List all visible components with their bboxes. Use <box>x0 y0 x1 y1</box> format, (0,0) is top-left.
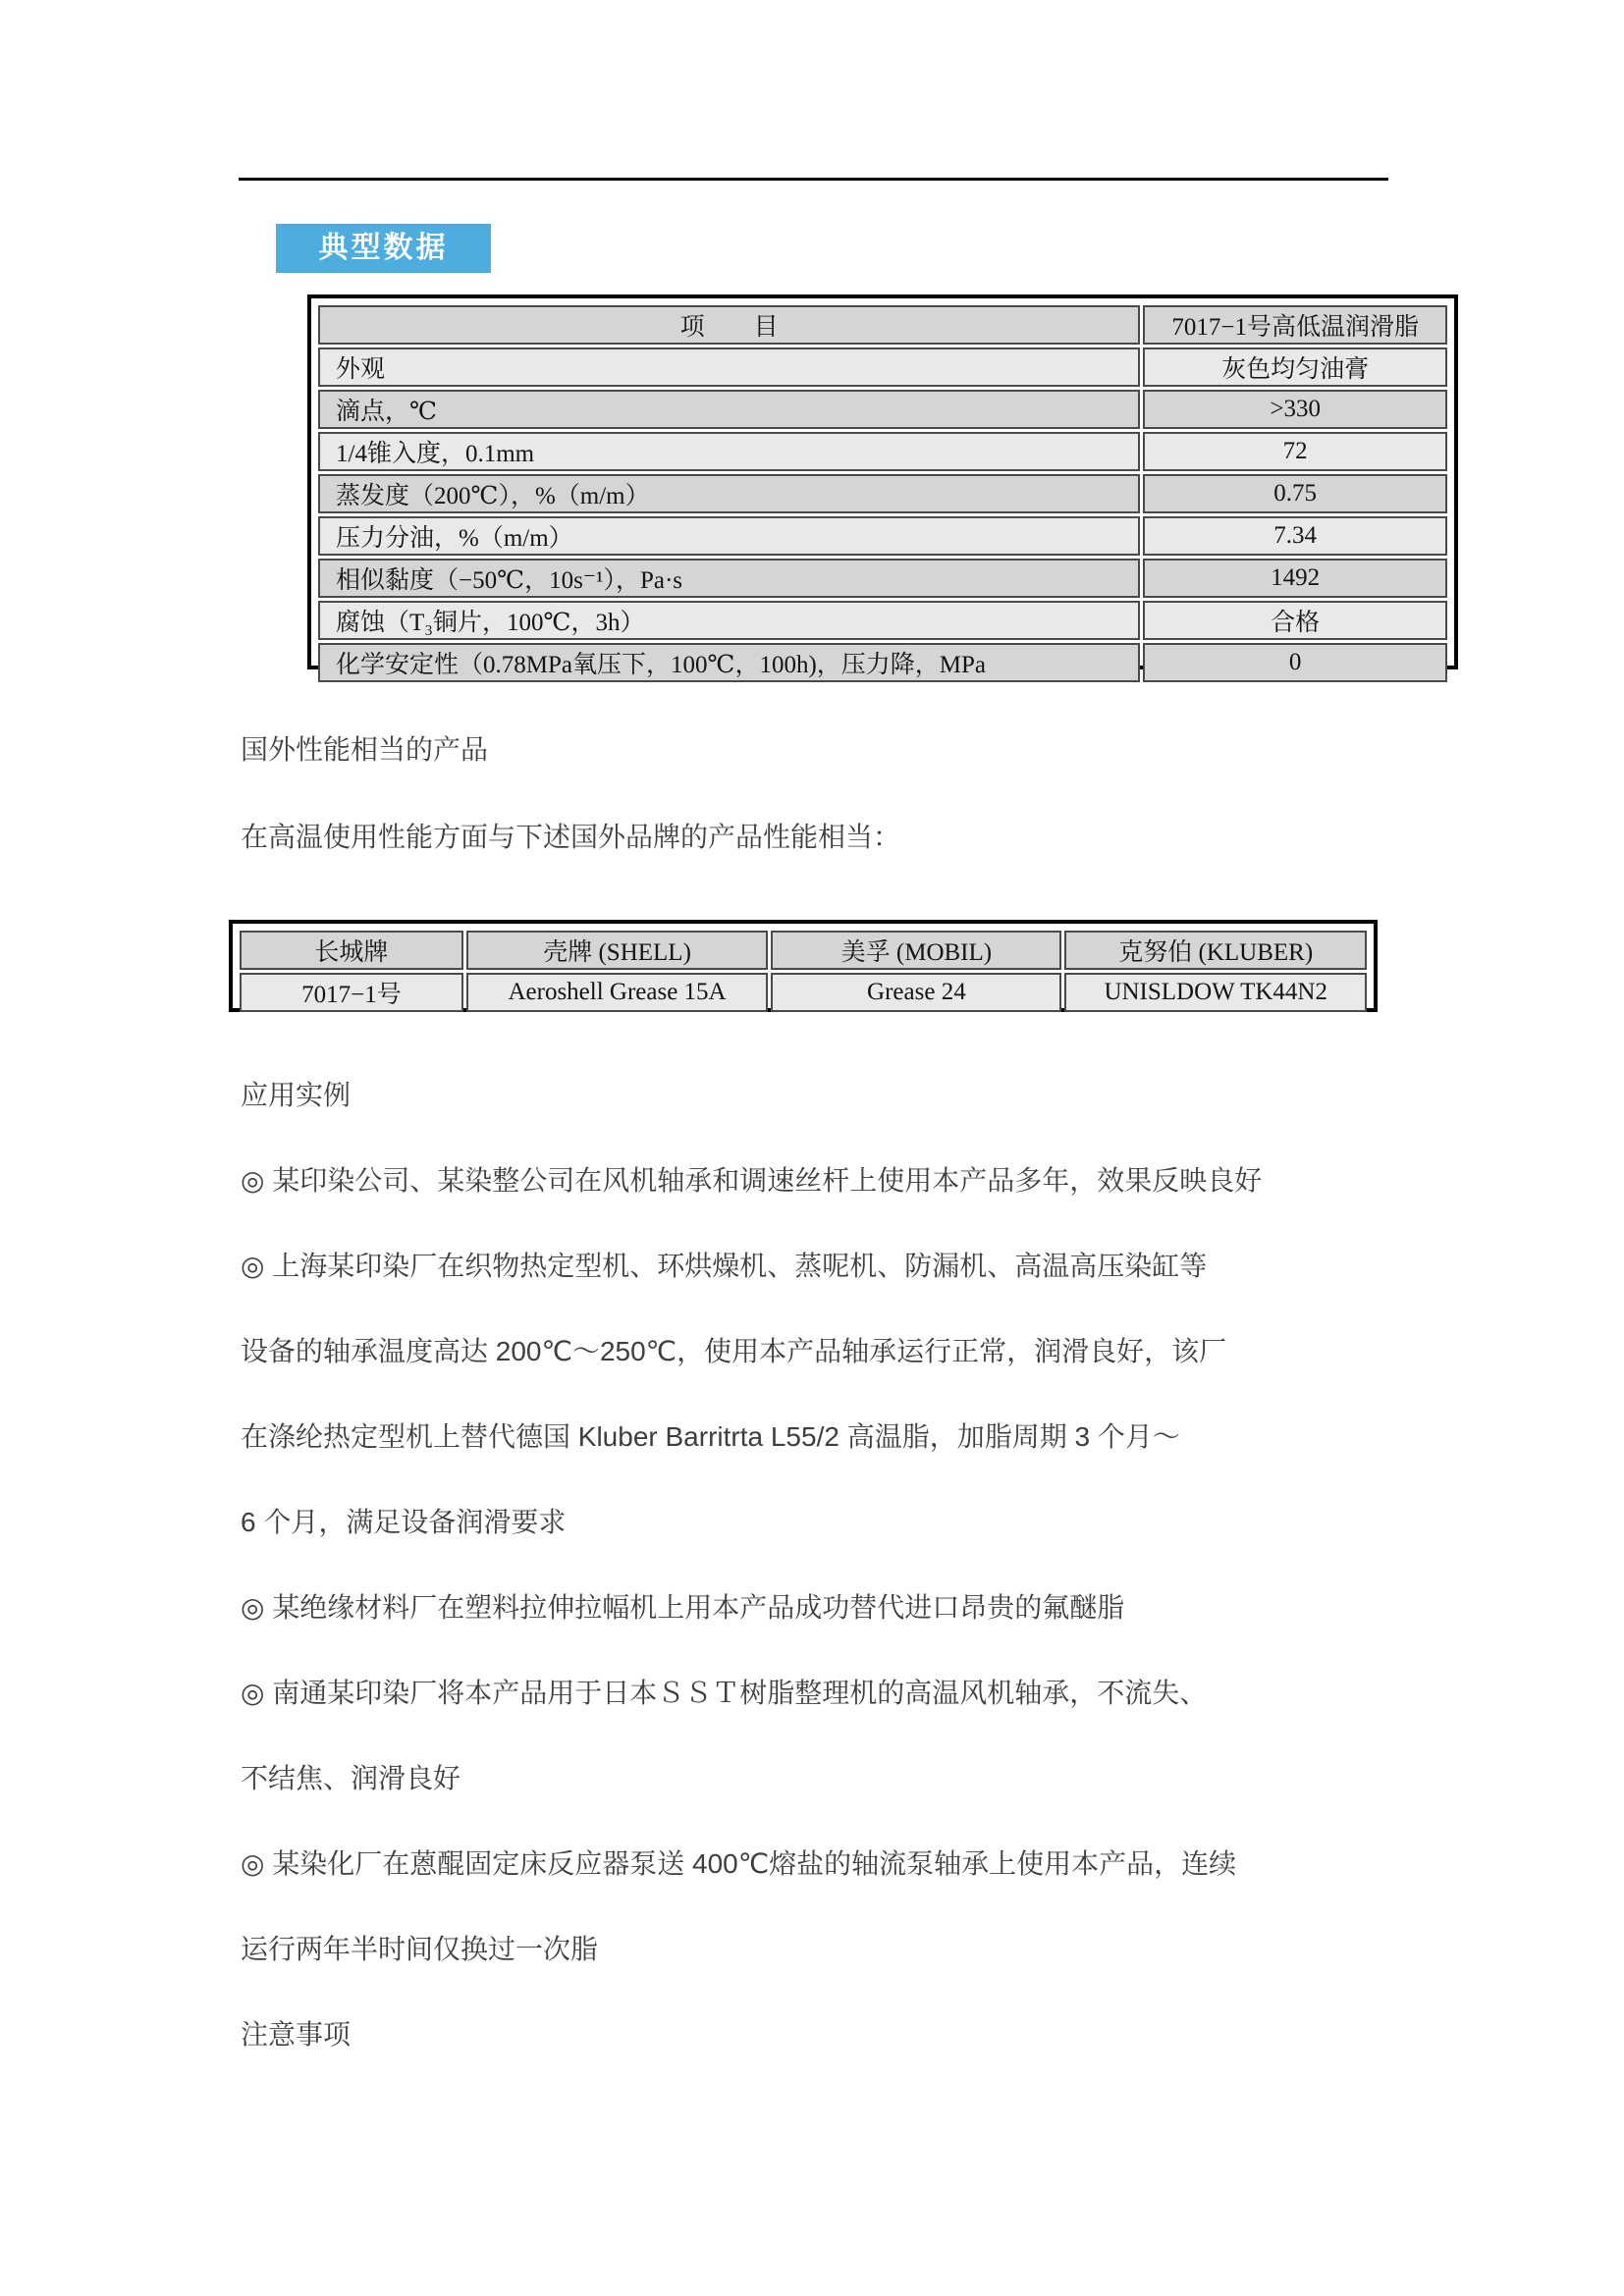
table-row <box>318 390 1447 429</box>
heading-foreign-equivalents: 国外性能相当的产品 <box>241 734 489 765</box>
spec-item-value: 灰色均匀油膏 <box>1143 347 1447 387</box>
spec-item-label: 1/4锥入度，0.1mm <box>318 432 1140 471</box>
table-row <box>318 601 1447 640</box>
brand-cell-greatwall: 7017−1号 <box>240 973 463 1012</box>
brand-header-kluber: 克努伯 (KLUBER) <box>1064 931 1367 970</box>
spec-table-frame <box>307 294 1458 678</box>
spec-item-label: 化学安定性（0.78MPa氧压下，100℃，100h)，压力降，MPa <box>318 643 1140 682</box>
paragraph-line: ◎ 上海某印染厂在织物热定型机、环烘燥机、蒸呢机、防漏机、高温高压染缸等 <box>241 1251 1208 1281</box>
section-badge-typical-data: 典型数据 <box>276 224 491 273</box>
brand-table-frame <box>229 920 1378 1012</box>
brand-header-shell: 壳牌 (SHELL) <box>466 931 769 970</box>
table-row <box>318 347 1447 387</box>
spec-item-label: 蒸发度（200℃），%（m/m） <box>318 474 1140 513</box>
spec-item-value: 0.75 <box>1143 474 1447 513</box>
table-row <box>318 643 1447 682</box>
spec-item-label: 腐蚀（T₃铜片，100℃，3h） <box>318 601 1140 640</box>
table-row <box>318 559 1447 598</box>
paragraph-line: 不结焦、润滑良好 <box>241 1763 461 1793</box>
table-row <box>318 516 1447 556</box>
spec-item-label: 相似黏度（−50℃，10s⁻¹），Pa·s <box>318 559 1140 598</box>
spec-item-value: >330 <box>1143 390 1447 429</box>
table-row <box>318 432 1447 471</box>
spec-item-value: 0 <box>1143 643 1447 682</box>
heading-application-examples: 应用实例 <box>241 1080 352 1110</box>
brand-cell-mobil: Grease 24 <box>771 973 1061 1012</box>
paragraph-line: ◎ 某绝缘材料厂在塑料拉伸拉幅机上用本产品成功替代进口昂贵的氟醚脂 <box>241 1592 1125 1623</box>
brand-comparison-table <box>237 928 1370 1015</box>
spec-header-item: 项 目 <box>318 305 1140 345</box>
paragraph-line: ◎ 某印染公司、某染整公司在风机轴承和调速丝杆上使用本产品多年，效果反映良好 <box>241 1165 1263 1196</box>
spec-item-value: 7.34 <box>1143 516 1447 556</box>
spec-table <box>315 302 1450 685</box>
spec-item-label: 外观 <box>318 347 1140 387</box>
spec-table-header-row <box>318 305 1447 345</box>
table-row <box>318 474 1447 513</box>
paragraph-line: ◎ 某染化厂在蒽醌固定床反应器泵送 400℃熔盐的轴流泵轴承上使用本产品，连续 <box>241 1848 1237 1879</box>
brand-header-mobil: 美孚 (MOBIL) <box>771 931 1061 970</box>
brand-header-greatwall: 长城牌 <box>240 931 463 970</box>
paragraph-line: 设备的轴承温度高达 200℃～250℃，使用本产品轴承运行正常，润滑良好，该厂 <box>241 1336 1227 1366</box>
paragraph-line: 运行两年半时间仅换过一次脂 <box>241 1934 599 1964</box>
spec-item-value: 合格 <box>1143 601 1447 640</box>
spec-header-product: 7017−1号高低温润滑脂 <box>1143 305 1447 345</box>
brand-cell-kluber: UNISLDOW TK44N2 <box>1064 973 1367 1012</box>
paragraph-line: 在涤纶热定型机上替代德国 Kluber Barritrta L55/2 高温脂，加脂周期 3 个月～ <box>241 1421 1180 1452</box>
paragraph-line: ◎ 南通某印染厂将本产品用于日本ＳＳＴ树脂整理机的高温风机轴承，不流失、 <box>241 1678 1208 1708</box>
brand-cell-shell: Aeroshell Grease 15A <box>466 973 769 1012</box>
brand-table-data-row <box>240 973 1367 1012</box>
divider-line <box>239 178 1388 181</box>
heading-precautions: 注意事项 <box>241 2019 352 2050</box>
brand-table-header-row <box>240 931 1367 970</box>
spec-item-label: 压力分油，%（m/m） <box>318 516 1140 556</box>
paragraph-line: 在高温使用性能方面与下述国外品牌的产品性能相当： <box>241 822 901 852</box>
spec-item-value: 72 <box>1143 432 1447 471</box>
spec-item-value: 1492 <box>1143 559 1447 598</box>
spec-item-label: 滴点，℃ <box>318 390 1140 429</box>
paragraph-line: 6 个月，满足设备润滑要求 <box>241 1507 567 1537</box>
